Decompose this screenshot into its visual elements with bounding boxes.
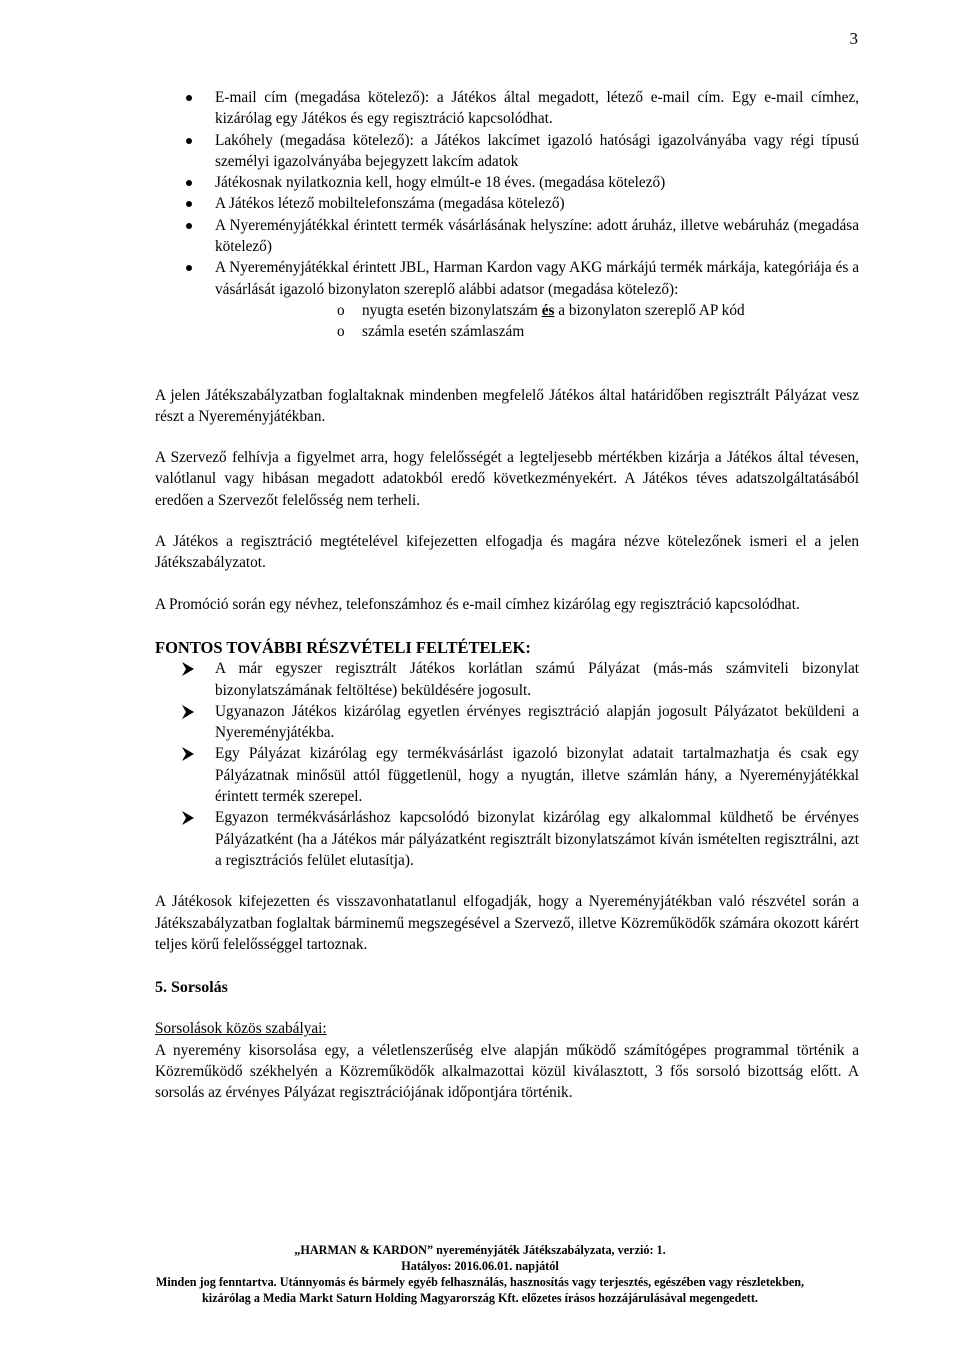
section-title: 5. Sorsolás (155, 979, 228, 997)
list-item-text: Ugyanazon Játékos kizárólag egyetlen érvényes regisztráció alapján jogosult Pályázatot beküldeni a Nyereményjátékba. (215, 702, 859, 742)
paragraph: A Szervező felhívja a figyelmet arra, hogy felelősségét a legteljesebb mértékben kizárja a Játékos által tévesen, valótlanul vagy hibásan megadott adatokból eredő következményekért. A Játékos téves adatszolgáltatásából eredően a Szervezőt felelősség nem terheli. (155, 449, 859, 509)
list-item: Játékosnak nyilatkoznia kell, hogy elmúlt-e 18 éves. (megadása kötelező) (155, 172, 859, 193)
section-heading: FONTOS TOVÁBBI RÉSZVÉTELI FELTÉTELEK: (155, 637, 531, 657)
list-item: A Nyereményjátékkal érintett termék vásárlásának helyszíne: adott áruház, illetve webáruház (megadása kötelező) (155, 215, 859, 258)
arrow-bullet-icon (180, 746, 196, 762)
list-item (155, 658, 859, 701)
list-item (155, 257, 859, 342)
list-item: E-mail cím (megadása kötelező): a Játékos által megadott, létező e-mail cím. Egy e-mail címhez, kizárólag egy Játékos és egy regisztráció kapcsolódhat. (155, 87, 859, 130)
footer-line: Minden jog fenntartva. Utánnyomás és bármely egyéb felhasználás, hasznosítás vagy terjesztés, egészében vagy részletekben, (155, 1275, 805, 1289)
footer-line: kizárólag a Media Markt Saturn Holding Magyarország Kft. előzetes írásos hozzájárulásával megengedett. (202, 1291, 758, 1305)
list-item-text: A Nyereményjátékkal érintett JBL, Harman Kardon vagy AKG márkájú termék márkája, kategóriája és a vásárlását igazoló bizonylaton szereplő alábbi adatsor (megadása kötelező): (215, 259, 859, 298)
list-item (155, 807, 859, 871)
conditions-list (155, 658, 859, 871)
registration-data-list (155, 87, 859, 343)
list-item-text: A már egyszer regisztrált Játékos korlátlan számú Pályázat (más-más számviteli bizonylat bizonylatszámának feltöltése) beküldésére jogosult. (215, 660, 859, 699)
document-body (155, 87, 859, 1104)
underlined-word: és (541, 301, 555, 319)
sub-list-item (215, 300, 859, 321)
paragraph: A Promóció során egy névhez, telefonszámhoz és e-mail címhez kizárólag egy regisztráció kapcsolódhat. (155, 595, 800, 613)
subheading: Sorsolások közös szabályai: (155, 1020, 327, 1038)
receipt-data-sublist (215, 300, 859, 343)
paragraph: A jelen Játékszabályzatban foglaltaknak mindenben megfelelő Játékos által határidőben regisztrált Pályázat vesz részt a Nyereményjátékban. (155, 386, 859, 425)
arrow-bullet-icon (180, 810, 196, 826)
arrow-bullet-icon (180, 661, 196, 677)
list-item-text: Egyazon termékvásárláshoz kapcsolódó bizonylat kizárólag egy alkalommal küldhető be érvényes Pályázatként (ha a Játékos már pályázatként regisztrált bizonylatszámot kíván ismételten regisztrálni, azt a regisztrációs felület elutasítja). (215, 809, 859, 869)
list-item (155, 743, 859, 807)
paragraph: A Játékosok kifejezetten és visszavonhatatlanul elfogadják, hogy a Nyereményjátékban való részvétel során a Játékszabályzatban foglaltak bárminemű megszegésével a Szervező, illetve Közreműködők számára okozott kárért teljes körű felelősséggel tartoznak. (155, 893, 859, 953)
footer-line: Hatályos: 2016.06.01. napjától (401, 1259, 559, 1273)
sub-item-text: a bizonylaton szereplő AP kód (554, 301, 745, 319)
page-number: 3 (849, 29, 858, 48)
sub-list-item: o számla esetén számlaszám (215, 321, 859, 342)
list-item: A Játékos létező mobiltelefonszáma (megadása kötelező) (155, 193, 859, 214)
footer-line: „HARMAN & KARDON” nyereményjáték Játékszabályzata, verzió: 1. (294, 1243, 666, 1257)
list-item-text: Egy Pályázat kizárólag egy termékvásárlást igazoló bizonylat adatait tartalmazhatja és csak egy Pályázatnak minősül attól függetlenül, hogy a nyugtán, illetve számlán hány, a Nyereményjátékkal érintett termék szerepel. (215, 745, 859, 806)
page-footer (100, 1242, 860, 1306)
paragraph: A Játékos a regisztráció megtételével kifejezetten elfogadja és magára nézve kötelezőnek ismeri el a jelen Játékszabályzatot. (155, 533, 859, 572)
arrow-bullet-icon (180, 704, 196, 720)
paragraph: A nyeremény kisorsolása egy, a véletlenszerűség elve alapján működő számítógépes programmal történik a Közreműködő székhelyén a Közreműködők alkalmazottai közül kiválasztott, 3 fős sorsoló bizottság előtt. A sorsolás az érvényes Pályázat regisztrációjának időpontjára történik. (155, 1041, 859, 1102)
list-item (155, 701, 859, 744)
sub-item-text: nyugta esetén bizonylatszám (362, 301, 542, 319)
list-item: Lakóhely (megadása kötelező): a Játékos lakcímet igazoló hatósági igazolványába vagy régi típusú személyi igazolványába bejegyzett lakcím adatok (155, 130, 859, 173)
